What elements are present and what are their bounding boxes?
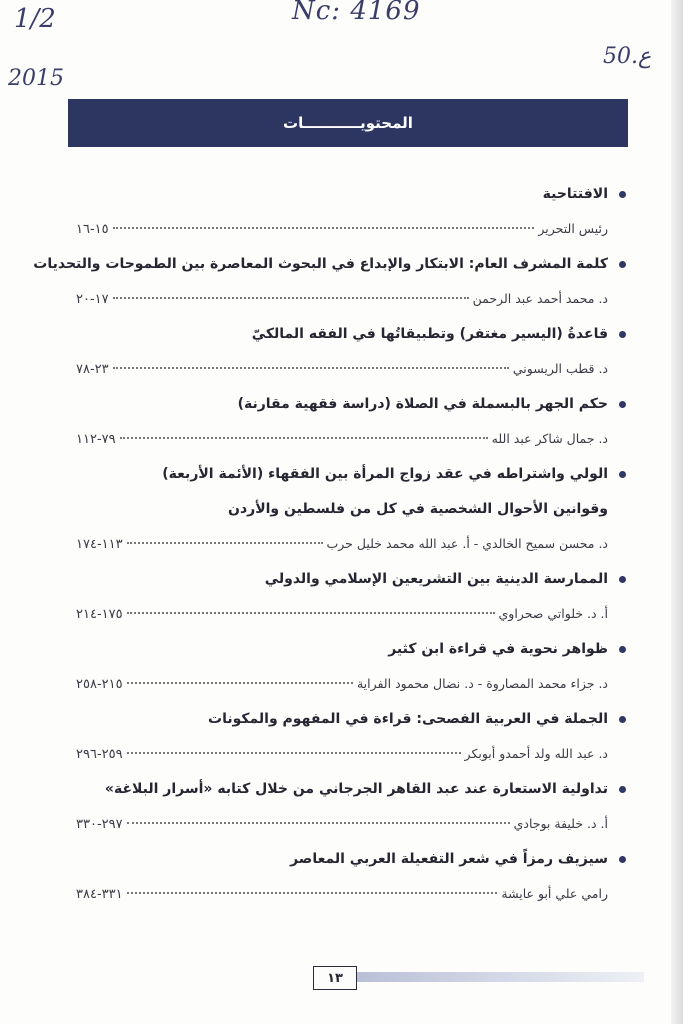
dot-leader — [127, 892, 498, 894]
toc-entry-title: الممارسة الدينية بين التشريعين الإسلامي والدولي — [76, 567, 628, 591]
toc-entry-pages: ٢١٥-٢٥٨ — [76, 677, 123, 692]
page-edge — [671, 0, 683, 1024]
page-number: ١٣ — [327, 970, 343, 986]
toc-entry-authors: د. محمد أحمد عبد الرحمن — [472, 291, 608, 306]
toc-entry-title: سيزيف رمزاً في شعر التفعيلة العربي المعاصر — [76, 847, 628, 871]
bullet-icon — [619, 471, 626, 478]
toc-entry — [76, 777, 628, 836]
toc-entry — [76, 567, 628, 626]
page-number-box — [313, 966, 357, 990]
toc-entry-author-line — [76, 218, 628, 241]
bullet-icon — [619, 331, 626, 338]
toc-entry-pages: ٢٩٧-٣٣٠ — [76, 817, 123, 832]
toc-entry-author-line — [76, 813, 628, 836]
toc-entry-author-line — [76, 603, 628, 626]
toc-entry-authors: د. قطب الريسوني — [512, 361, 608, 376]
handwritten-code: 50.ع — [603, 44, 652, 69]
toc-entry-title: تداولية الاستعارة عند عبد القاهر الجرجاني من خلال كتابه «أسرار البلاغة» — [76, 777, 628, 801]
dot-leader — [113, 367, 509, 369]
handwritten-fraction: 1/2 — [14, 4, 56, 34]
toc-entry-authors: د. محسن سميح الخالدي - أ. عبد الله محمد خليل حرب — [326, 536, 608, 551]
toc-entry-title: ظواهر نحوية في قراءة ابن كثير — [76, 637, 628, 661]
toc-entry-pages: ١١٣-١٧٤ — [76, 537, 123, 552]
toc-entry-pages: ١٧٥-٢١٤ — [76, 607, 123, 622]
toc-entry-pages: ١٧-٢٠ — [76, 292, 109, 307]
dot-leader — [127, 752, 461, 754]
toc-entry-author-line — [76, 358, 628, 381]
toc-entry-authors: د. جزاء محمد المصاروة - د. نضال محمود الفراية — [356, 676, 608, 691]
toc-entry — [76, 462, 628, 556]
toc-entry-title: الافتتاحية — [76, 182, 628, 206]
toc-entry — [76, 392, 628, 451]
bullet-icon — [619, 191, 626, 198]
toc-entry — [76, 847, 628, 906]
handwritten-reference-number: Nc: 4169 — [292, 0, 421, 26]
toc-entry-title: حكم الجهر بالبسملة في الصلاة (دراسة فقهية مقارنة) — [76, 392, 628, 416]
toc-entry-author-line — [76, 743, 628, 766]
toc-entry-author-line — [76, 288, 628, 311]
dot-leader — [127, 612, 495, 614]
toc-entry-authors: أ. د. خلواتي صحراوي — [498, 606, 608, 621]
toc-entry-pages: ٣٣١-٣٨٤ — [76, 887, 123, 902]
bullet-icon — [619, 401, 626, 408]
dot-leader — [113, 297, 469, 299]
toc-entry — [76, 182, 628, 241]
toc-entry — [76, 322, 628, 381]
toc-entry-author-line — [76, 673, 628, 696]
toc-entry-title: كلمة المشرف العام: الابتكار والإبداع في البحوث المعاصرة بين الطموحات والتحديات — [76, 252, 628, 276]
toc-entry-author-line — [76, 428, 628, 451]
bullet-icon — [619, 856, 626, 863]
table-of-contents — [33, 182, 628, 917]
toc-entry-pages: ١٥-١٦ — [76, 222, 109, 237]
bullet-icon — [619, 716, 626, 723]
dot-leader — [120, 437, 488, 439]
bullet-icon — [619, 646, 626, 653]
toc-entry-subtitle: وقوانين الأحوال الشخصية في كل من فلسطين والأردن — [228, 501, 608, 517]
toc-entry-author-line — [76, 883, 628, 906]
toc-entry-authors: د. عبد الله ولد أحمدو أبوبكر — [464, 746, 608, 761]
bullet-icon — [619, 786, 626, 793]
toc-entry-pages: ٢٥٩-٢٩٦ — [76, 747, 123, 762]
bullet-icon — [619, 261, 626, 268]
toc-entry-authors: رئيس التحرير — [538, 221, 608, 236]
page-title: المحتويـــــــــــات — [283, 114, 413, 132]
toc-entry-authors: د. جمال شاكر عبد الله — [491, 431, 608, 446]
toc-entry-title: الولي واشتراطه في عقد زواج المرأة بين الفقهاء (الأئمة الأربعة) — [76, 462, 628, 486]
toc-entry-pages: ٧٩-١١٢ — [76, 432, 116, 447]
handwritten-year: 2015 — [8, 66, 64, 91]
toc-entry-authors: رامي علي أبو عايشة — [501, 886, 608, 901]
toc-entry-authors: أ. د. خليفة بوجادي — [513, 816, 608, 831]
toc-entry-author-line — [76, 533, 628, 556]
toc-entry — [76, 637, 628, 696]
toc-entry — [76, 707, 628, 766]
dot-leader — [127, 822, 510, 824]
contents-title-bar — [68, 99, 628, 147]
toc-entry — [33, 252, 628, 311]
bullet-icon — [619, 576, 626, 583]
dot-leader — [113, 227, 535, 229]
dot-leader — [127, 542, 323, 544]
footer-decoration — [356, 972, 644, 982]
toc-entry-pages: ٢٣-٧٨ — [76, 362, 109, 377]
toc-entry-title: قاعدةُ (اليسير مغتفر) وتطبيقاتُها في الفقه المالكيّ — [76, 322, 628, 346]
dot-leader — [127, 682, 353, 684]
toc-entry-title: الجملة في العربية الفصحى: قراءة في المفهوم والمكونات — [76, 707, 628, 731]
